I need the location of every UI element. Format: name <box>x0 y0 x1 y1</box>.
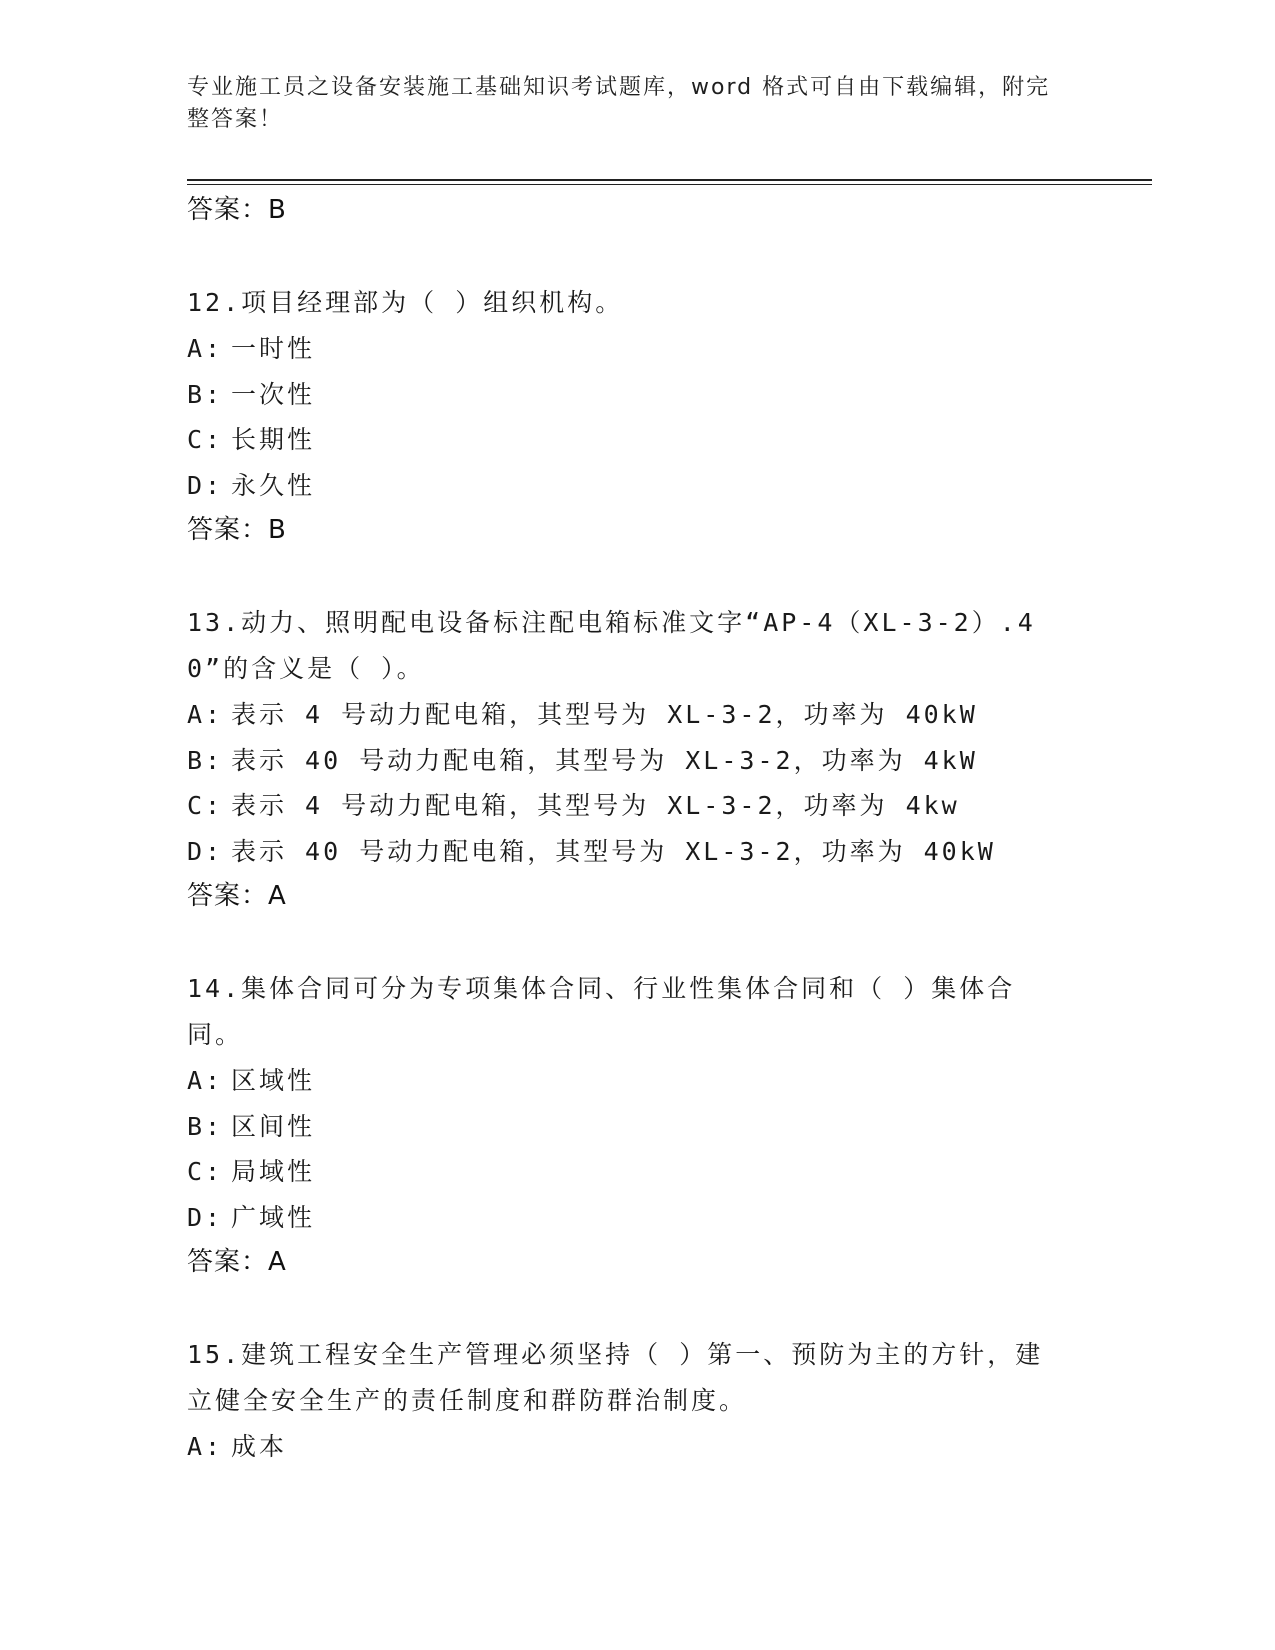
option-text: 表示 4 号动力配电箱，其型号为 XL-3-2，功率为 4kw <box>231 791 960 820</box>
question-text: 15.建筑工程安全生产管理必须坚持（ ）第一、预防为主的方针，建立健全安全生产的责任制度和群防群治制度。 <box>187 1340 1044 1415</box>
question-block <box>187 966 1067 1284</box>
option-text: 一时性 <box>231 334 316 363</box>
question-text: 14.集体合同可分为专项集体合同、行业性集体合同和（ ）集体合同。 <box>187 974 1016 1049</box>
option-text: 成本 <box>231 1432 288 1461</box>
question-block <box>187 600 1067 918</box>
option-key: A: <box>187 700 224 729</box>
option-text: 永久性 <box>231 470 316 500</box>
answer-line: 答案：B <box>187 515 287 545</box>
answer-line: 答案：B <box>187 195 287 225</box>
answer-line: 答案：A <box>187 881 287 911</box>
question-text: 13.动力、照明配电设备标注配电箱标准文字“AP-4（XL-3-2）.40”的含义是（ ）。 <box>187 608 1036 683</box>
option-key: D: <box>187 470 224 500</box>
option-key: A: <box>187 1432 224 1461</box>
option-c <box>187 783 1067 829</box>
option-b <box>187 1104 1067 1150</box>
option-key: B: <box>187 1111 224 1141</box>
option-key: C: <box>187 791 224 820</box>
option-d <box>187 1195 1067 1241</box>
option-text: 局域性 <box>231 1157 316 1186</box>
option-text: 长期性 <box>231 425 316 454</box>
option-key: B: <box>187 745 224 775</box>
option-key: D: <box>187 1202 224 1232</box>
option-text: 表示 4 号动力配电箱，其型号为 XL-3-2，功率为 40kW <box>231 700 978 729</box>
option-d <box>187 463 1067 509</box>
option-text: 表示 40 号动力配电箱，其型号为 XL-3-2，功率为 4kW <box>231 745 978 775</box>
option-key: B: <box>187 379 224 409</box>
option-text: 区域性 <box>231 1066 316 1095</box>
question-block <box>187 1332 1067 1470</box>
option-c <box>187 417 1067 463</box>
option-key: C: <box>187 425 224 454</box>
page-header: 专业施工员之设备安装施工基础知识考试题库，word 格式可自由下载编辑，附完整答案！ <box>187 75 1051 132</box>
question-text: 12.项目经理部为（ ）组织机构。 <box>187 288 624 317</box>
option-a <box>187 1424 1067 1470</box>
header-divider <box>187 179 1152 181</box>
option-d <box>187 829 1067 875</box>
option-a <box>187 326 1067 372</box>
option-b <box>187 372 1067 418</box>
option-text: 区间性 <box>231 1111 316 1141</box>
answer-line: 答案：A <box>187 1247 287 1277</box>
option-c <box>187 1149 1067 1195</box>
option-key: A: <box>187 334 224 363</box>
option-key: C: <box>187 1157 224 1186</box>
option-key: A: <box>187 1066 224 1095</box>
option-b <box>187 738 1067 784</box>
option-text: 一次性 <box>231 379 316 409</box>
option-a <box>187 692 1067 738</box>
option-a <box>187 1058 1067 1104</box>
option-text: 表示 40 号动力配电箱，其型号为 XL-3-2，功率为 40kW <box>231 836 996 866</box>
question-list <box>187 188 1067 1470</box>
option-text: 广域性 <box>231 1202 316 1232</box>
option-key: D: <box>187 836 224 866</box>
question-block <box>187 280 1067 552</box>
header-divider-thin <box>187 184 1152 185</box>
